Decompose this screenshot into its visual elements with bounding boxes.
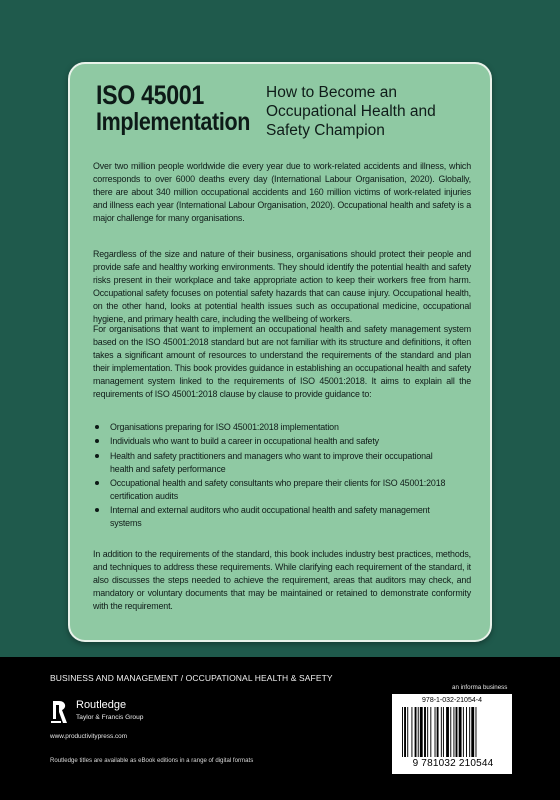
audience-list-item: Health and safety practitioners and managers who want to improve their occupational health and safety performance xyxy=(93,450,453,476)
blurb-paragraph-2: Regardless of the size and nature of their business, organisations should protect their people and provide safe and healthy working environments. They should identify the potential health and safety risks present in their workplace and take appropriate action to keep their workers free from harm. Occupational safety focuses on potential safety hazards that can cause injury. Occupational health, on the other hand, looks at potential health issues such as occupational medicine, occupational hygiene, and primary health care, including the wellbeing of workers. xyxy=(93,249,471,324)
ebook-note: Routledge titles are available as eBook editions in a range of digital formats xyxy=(50,757,254,764)
isbn-label: 978-1-032-21054-4 xyxy=(422,697,482,704)
isbn-barcode xyxy=(392,694,512,774)
audience-list xyxy=(93,421,453,532)
publisher-name: Routledge xyxy=(76,699,127,711)
title-block xyxy=(96,78,476,148)
audience-list-item: Occupational health and safety consultants who prepare their clients for ISO 45001:2018 certification audits xyxy=(93,477,453,503)
blurb-paragraph-1: Over two million people worldwide die every year due to work-related accidents and illness, which corresponds to over 6000 deaths every day (International Labour Organisation, 2020). Globally, there are about 340 million occupational accidents and 160 million victims of work-related injuries and illness each year (International Labour Organisation, 2020). Occupational health and safety is a major challenge for many organisations. xyxy=(93,161,471,223)
publisher-logo xyxy=(50,699,170,729)
barcode-digits: 9 781032 210544 xyxy=(412,758,494,769)
audience-list-item: Internal and external auditors who audit occupational health and safety management systems xyxy=(93,504,453,530)
blurb-paragraph-3: For organisations that want to implement an occupational health and safety management system based on the ISO 45001:2018 standard but are not familiar with its structure and definitions, it often takes a significant amount of resources to understand the requirements of the standard and plan their implementation. This book provides guidance in establishing an occupational health and safety management system linked to the requirements of ISO 45001:2018. It aims to explain all the requirements of ISO 45001:2018 clause by clause to provide guidance to: xyxy=(93,324,471,399)
book-subtitle: How to Become an Occupational Health and Safety Champion xyxy=(266,84,436,139)
audience-list-item: Organisations preparing for ISO 45001:2018 implementation xyxy=(93,421,453,434)
blurb-paragraph-4: In addition to the requirements of the standard, this book includes industry best practices, methods, and techniques to address these requirements. While clarifying each requirement of the standard, it also discusses the steps needed to achieve the requirement, areas that auditors may check, and mandatory or voluntary documents that may be maintained or retained to demonstrate conformity with the requirement. xyxy=(93,549,471,611)
book-title-line2: Implementation xyxy=(96,108,251,136)
audience-list-item: Individuals who want to build a career in occupational health and safety xyxy=(93,435,453,448)
publisher-url: www.productivitypress.com xyxy=(50,733,128,740)
publisher-footer xyxy=(0,657,560,800)
description-panel xyxy=(68,62,492,642)
barcode-icon xyxy=(402,707,502,757)
publisher-group: Taylor & Francis Group xyxy=(76,714,144,721)
subject-category: BUSINESS AND MANAGEMENT / OCCUPATIONAL HEALTH & SAFETY xyxy=(50,673,333,683)
routledge-logo-icon xyxy=(50,699,70,725)
book-title-line1: ISO 45001 xyxy=(96,80,204,110)
informa-tagline: an informa business xyxy=(452,684,508,691)
